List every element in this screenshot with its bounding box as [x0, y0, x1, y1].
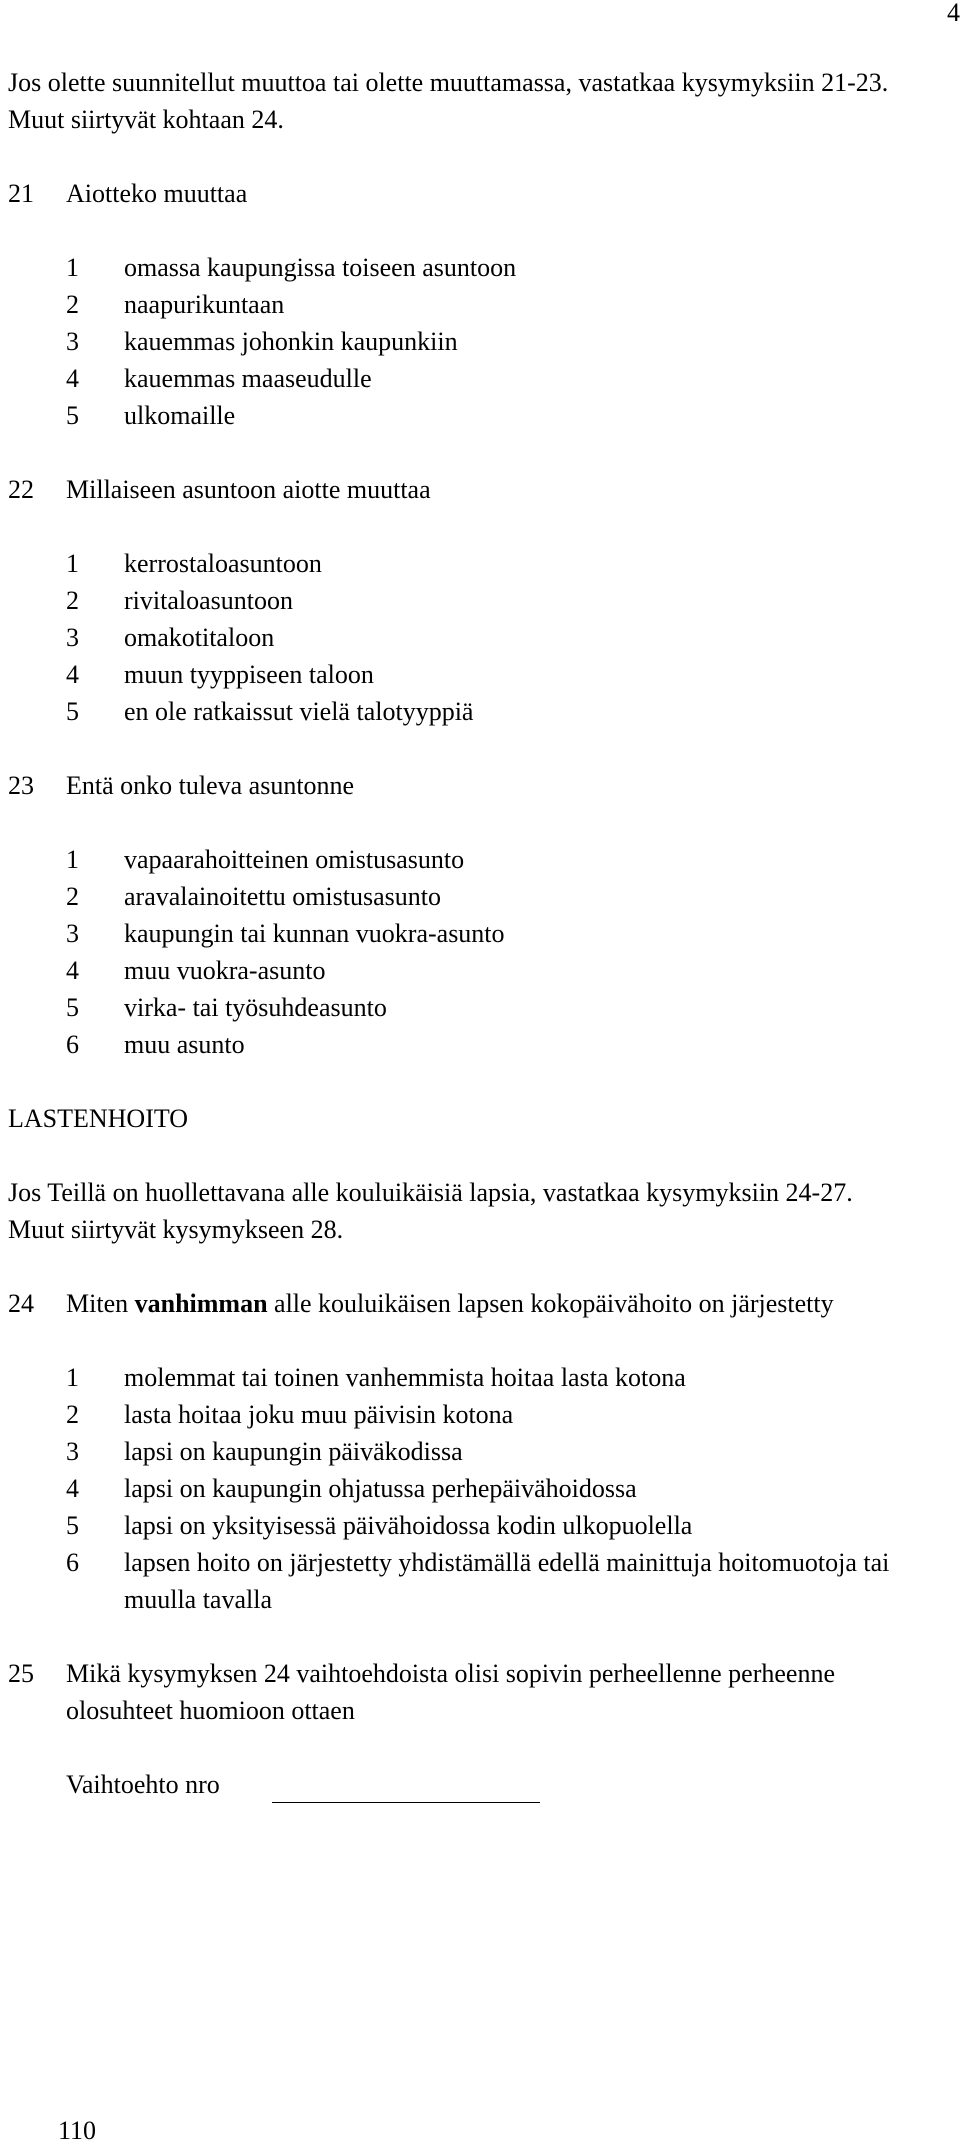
option-item[interactable]: [66, 989, 913, 1026]
option-text: lapsi on kaupungin päiväkodissa: [124, 1437, 463, 1466]
option-number: 3: [66, 623, 79, 652]
option-item[interactable]: [66, 878, 913, 915]
option-text: naapurikuntaan: [124, 290, 285, 319]
question-text: Aiotteko muuttaa: [66, 179, 248, 208]
option-number: 6: [66, 1548, 79, 1577]
question-text-after: alle kouluikäisen lapsen kokopäivähoito on järjestetty: [267, 1289, 834, 1318]
question-21: [8, 175, 913, 212]
question-text-before: Miten: [66, 1289, 135, 1318]
option-text: ulkomaille: [124, 401, 236, 430]
option-text: lapsi on kaupungin ohjatussa perhepäivähoidossa: [124, 1474, 637, 1503]
option-item[interactable]: [66, 1507, 913, 1544]
option-number: 5: [66, 401, 79, 430]
option-number: 3: [66, 327, 79, 356]
option-item[interactable]: [66, 1026, 913, 1063]
question-24-options: [8, 1359, 913, 1618]
option-text: lapsen hoito on järjestetty yhdistämällä edellä mainittuja hoitomuotoja tai muulla tavalla: [124, 1548, 890, 1614]
option-number: 3: [66, 1437, 79, 1466]
option-number: 6: [66, 1030, 79, 1059]
option-text: lasta hoitaa joku muu päivisin kotona: [124, 1400, 514, 1429]
option-item[interactable]: [66, 915, 913, 952]
option-item[interactable]: [66, 249, 913, 286]
option-number: 1: [66, 549, 79, 578]
option-number: 2: [66, 882, 79, 911]
section-intro: Jos Teillä on huollettavana alle kouluikäisiä lapsia, vastatkaa kysymyksiin 24-27. Muut siirtyvät kysymykseen 28.: [8, 1178, 853, 1244]
option-number: 2: [66, 586, 79, 615]
footer-number: 110: [58, 2116, 97, 2145]
question-number: 21: [8, 179, 34, 208]
option-number: 1: [66, 845, 79, 874]
option-item[interactable]: [66, 360, 913, 397]
option-number: 2: [66, 1400, 79, 1429]
question-25: [8, 1655, 913, 1729]
option-text: molemmat tai toinen vanhemmista hoitaa lasta kotona: [124, 1363, 686, 1392]
option-number: 3: [66, 919, 79, 948]
questionnaire-page: [8, 64, 913, 1803]
option-text: kauemmas maaseudulle: [124, 364, 372, 393]
question-23-options: [8, 841, 913, 1063]
option-number: 2: [66, 290, 79, 319]
option-item[interactable]: [66, 286, 913, 323]
option-item[interactable]: [66, 323, 913, 360]
option-item[interactable]: [66, 693, 913, 730]
answer-label: Vaihtoehto nro: [66, 1770, 220, 1799]
option-number: 4: [66, 660, 79, 689]
option-item[interactable]: [66, 952, 913, 989]
option-text: kauemmas johonkin kaupunkiin: [124, 327, 458, 356]
option-item[interactable]: [66, 397, 913, 434]
option-text: aravalainoitettu omistusasunto: [124, 882, 441, 911]
option-text: rivitaloasuntoon: [124, 586, 293, 615]
question-text-emphasis: vanhimman: [134, 1289, 268, 1318]
option-text: muun tyyppiseen taloon: [124, 660, 374, 689]
option-number: 4: [66, 364, 79, 393]
question-number: 22: [8, 475, 34, 504]
question-number: 24: [8, 1289, 34, 1318]
option-text: omassa kaupungissa toiseen asuntoon: [124, 253, 517, 282]
option-item[interactable]: [66, 545, 913, 582]
option-item[interactable]: [66, 1359, 913, 1396]
answer-blank-line[interactable]: [272, 1778, 540, 1803]
option-item[interactable]: [66, 582, 913, 619]
option-item[interactable]: [66, 619, 913, 656]
option-item[interactable]: [66, 841, 913, 878]
option-number: 1: [66, 253, 79, 282]
option-number: 5: [66, 697, 79, 726]
question-22: [8, 471, 913, 508]
question-text: [66, 1285, 913, 1322]
option-text: virka- tai työsuhdeasunto: [124, 993, 387, 1022]
option-item[interactable]: [66, 1470, 913, 1507]
option-text: lapsi on yksityisessä päivähoidossa kodin ulkopuolella: [124, 1511, 693, 1540]
section-heading: LASTENHOITO: [8, 1104, 189, 1133]
option-item[interactable]: [66, 1433, 913, 1470]
question-number: 25: [8, 1659, 34, 1688]
option-text: muu vuokra-asunto: [124, 956, 326, 985]
question-text: Entä onko tuleva asuntonne: [66, 771, 355, 800]
option-item[interactable]: [66, 1544, 913, 1618]
option-text: muu asunto: [124, 1030, 245, 1059]
question-22-options: [8, 545, 913, 730]
option-number: 4: [66, 1474, 79, 1503]
option-text: vapaarahoitteinen omistusasunto: [124, 845, 465, 874]
page-number: 4: [947, 0, 960, 27]
question-text: Mikä kysymyksen 24 vaihtoehdoista olisi sopivin perheellenne perheenne olosuhteet huomioon ottaen: [66, 1659, 835, 1725]
option-text: omakotitaloon: [124, 623, 275, 652]
option-number: 4: [66, 956, 79, 985]
option-item[interactable]: [66, 1396, 913, 1433]
question-21-options: [8, 249, 913, 434]
option-item[interactable]: [66, 656, 913, 693]
option-text: en ole ratkaissut vielä talotyyppiä: [124, 697, 474, 726]
question-number: 23: [8, 771, 34, 800]
option-number: 5: [66, 993, 79, 1022]
question-24: [8, 1285, 913, 1322]
answer-row: [66, 1766, 913, 1803]
option-text: kaupungin tai kunnan vuokra-asunto: [124, 919, 505, 948]
question-text: Millaiseen asuntoon aiotte muuttaa: [66, 475, 431, 504]
question-23: [8, 767, 913, 804]
option-number: 1: [66, 1363, 79, 1392]
option-number: 5: [66, 1511, 79, 1540]
option-text: kerrostaloasuntoon: [124, 549, 322, 578]
intro-text: Jos olette suunnitellut muuttoa tai olette muuttamassa, vastatkaa kysymyksiin 21-23. Muut siirtyvät kohtaan 24.: [8, 68, 889, 134]
